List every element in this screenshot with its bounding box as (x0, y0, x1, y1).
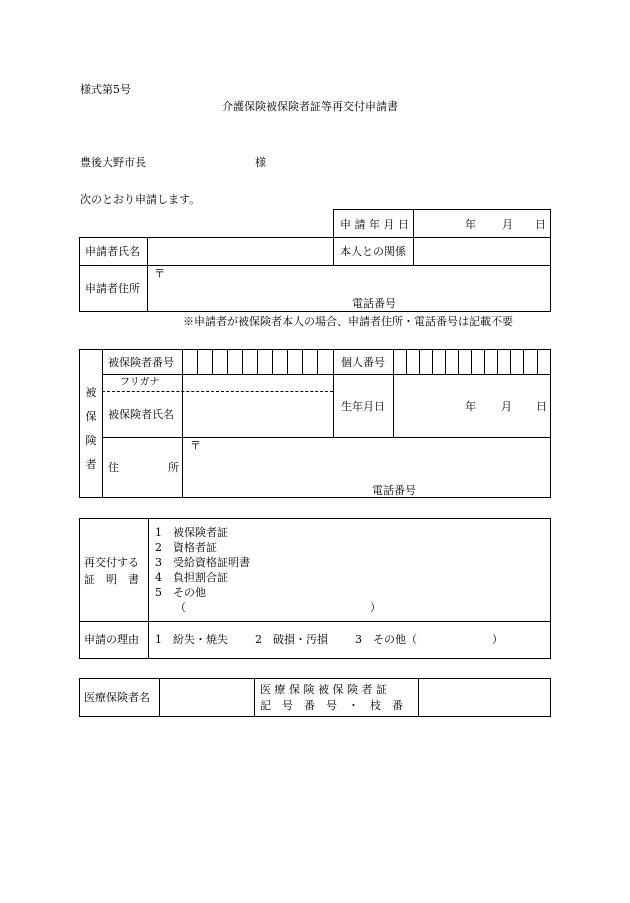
applicant-note: ※申請者が被保険者本人の場合、申請者住所・電話番号は記載不要 (183, 315, 513, 328)
reissue-option[interactable]: 3 受給資格証明書 (155, 556, 250, 569)
insured-address-label-2: 所 (168, 461, 179, 474)
insured-postal-mark: 〒 (190, 439, 201, 452)
applicant-address-label: 申請者住所 (85, 282, 140, 295)
insured-side-char: 保 (85, 410, 97, 423)
reason-label: 申請の理由 (84, 633, 139, 646)
symbol-label-line1: 医 療 保 険 被 保 険 者 証 (260, 683, 387, 696)
insured-side-char: 険 (85, 434, 97, 447)
reissue-option[interactable]: 4 負担割合証 (155, 571, 228, 584)
reason-option[interactable]: 2 破損・汚損 (255, 633, 328, 646)
reason-option[interactable]: 3 その他（ (355, 633, 417, 646)
other-open-paren: （ (175, 601, 186, 614)
other-detail-field[interactable] (190, 600, 365, 615)
insured-address-label-1: 住 (108, 461, 119, 474)
personal-number-field[interactable] (394, 350, 550, 373)
reissue-option[interactable]: 2 資格者証 (155, 541, 217, 554)
furigana-label: フリガナ (120, 377, 160, 388)
insurer-name-field[interactable] (160, 679, 253, 716)
reissue-label-line1: 再交付する (84, 556, 139, 569)
page-title: 介護保険被保険者証等再交付申請書 (222, 100, 398, 113)
applicant-name-label: 申請者氏名 (85, 245, 140, 258)
insurer-name-label: 医療保険者名 (84, 691, 150, 704)
insured-number-label: 被保険者番号 (108, 356, 174, 369)
reason-other-field[interactable] (420, 631, 490, 647)
other-close-paren: ） (370, 601, 381, 614)
form-number: 様式第5号 (80, 83, 131, 96)
date-day: 日 (535, 218, 546, 231)
relation-label: 本人との関係 (340, 245, 406, 258)
date-year: 年 (465, 218, 476, 231)
intro-text: 次のとおり申請します。 (80, 193, 201, 206)
addressee: 豊後大野市長 (80, 156, 146, 169)
honorific: 様 (255, 156, 266, 169)
insured-side-char: 者 (85, 458, 97, 471)
birth-month: 月 (501, 400, 512, 413)
reissue-option[interactable]: 1 被保険者証 (155, 526, 228, 539)
date-month: 月 (502, 218, 513, 231)
insured-address-field[interactable] (183, 438, 550, 497)
birth-year: 年 (465, 400, 476, 413)
reason-close-paren: ） (492, 633, 503, 646)
symbol-label-line2: 記 号 番 号 ・ 枝 番 (260, 699, 403, 712)
applicant-phone-label: 電話番号 (352, 297, 396, 310)
applicant-name-field[interactable] (149, 239, 332, 264)
reissue-label-line2: 証 明 書 (84, 573, 139, 586)
reissue-option[interactable]: 5 その他 (155, 586, 206, 599)
birth-date-label: 生年月日 (341, 400, 385, 413)
reason-option[interactable]: 1 紛失・焼失 (155, 633, 228, 646)
insured-name-field[interactable] (183, 393, 332, 436)
applicant-address-field[interactable] (149, 267, 549, 311)
applicant-postal-mark: 〒 (154, 267, 165, 280)
birth-day: 日 (536, 400, 547, 413)
insured-side-char: 被 (85, 386, 97, 399)
insured-phone-label: 電話番号 (372, 484, 416, 497)
birth-date-field[interactable] (394, 376, 550, 436)
insured-number-field[interactable] (183, 350, 332, 373)
personal-number-label: 個人番号 (341, 356, 385, 369)
insured-name-label: 被保険者氏名 (108, 408, 174, 421)
date-label: 申 請 年 月 日 (340, 218, 409, 231)
furigana-field[interactable] (183, 376, 332, 390)
relation-field[interactable] (415, 239, 550, 264)
symbol-number-field[interactable] (419, 679, 550, 716)
